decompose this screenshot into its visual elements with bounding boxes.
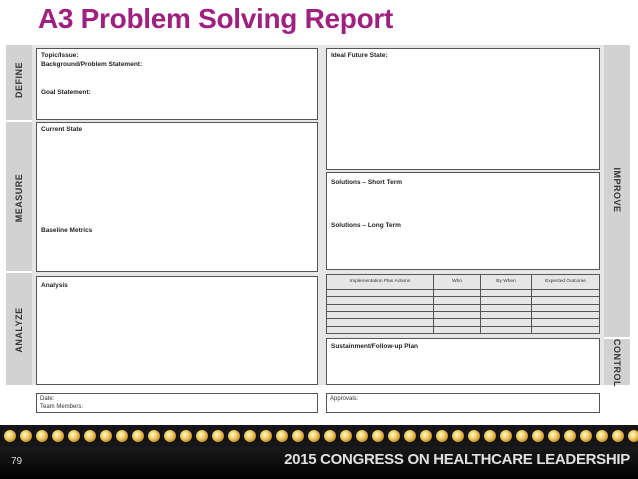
plan-header-by-when: By When	[481, 275, 532, 290]
marquee-bulb	[628, 430, 638, 442]
marquee-bulb	[420, 430, 432, 442]
marquee-bulb	[276, 430, 288, 442]
plan-header-actions: Implementation Plan Actions	[327, 275, 434, 290]
marquee-bulb	[500, 430, 512, 442]
band-measure: MEASURE	[14, 173, 24, 223]
team-members-label: Team Members:	[40, 404, 84, 410]
page-title: A3 Problem Solving Report	[38, 3, 393, 34]
baseline-metrics-label: Baseline Metrics	[41, 227, 93, 234]
implementation-plan-table[interactable]	[326, 274, 600, 334]
sustainment-label: Sustainment/Follow-up Plan	[331, 343, 419, 350]
a3-report-form	[6, 45, 630, 389]
marquee-bulb	[596, 430, 608, 442]
marquee-bulb	[244, 430, 256, 442]
marquee-bulb	[324, 430, 336, 442]
marquee-bulb	[580, 430, 592, 442]
plan-header-who: Who	[434, 275, 481, 290]
event-title: 2015 CONGRESS ON HEALTHCARE LEADERSHIP	[284, 451, 630, 468]
marquee-bulb	[436, 430, 448, 442]
marquee-bulb	[484, 430, 496, 442]
marquee-bulb	[132, 430, 144, 442]
marquee-bulb	[52, 430, 64, 442]
marquee-bulb	[116, 430, 128, 442]
marquee-bulb	[68, 430, 80, 442]
solutions-long-label: Solutions – Long Term	[331, 222, 401, 229]
current-state-label: Current State	[41, 126, 83, 133]
background-label: Background/Problem Statement:	[41, 61, 143, 68]
marquee-bulb	[84, 430, 96, 442]
marquee-bulb	[516, 430, 528, 442]
approvals-label: Approvals:	[330, 396, 359, 402]
band-improve: IMPROVE	[612, 167, 622, 213]
marquee-bulb	[228, 430, 240, 442]
marquee-bulb	[4, 430, 16, 442]
current-state-box[interactable]	[36, 122, 318, 272]
marquee-bulb	[292, 430, 304, 442]
marquee-bulb	[212, 430, 224, 442]
marquee-bulb	[308, 430, 320, 442]
marquee-bulb	[468, 430, 480, 442]
marquee-bulb	[532, 430, 544, 442]
marquee-bulb	[148, 430, 160, 442]
page-number: 79	[11, 456, 23, 467]
define-box[interactable]	[36, 48, 318, 120]
marquee-bulb	[388, 430, 400, 442]
marquee-bulb	[372, 430, 384, 442]
marquee-bulb	[356, 430, 368, 442]
plan-header-outcome: Expected Outcome	[532, 275, 600, 290]
ideal-future-state-label: Ideal Future State:	[331, 52, 388, 59]
solutions-box[interactable]	[326, 172, 600, 270]
band-analyze: ANALYZE	[14, 307, 24, 353]
marquee-bulb	[340, 430, 352, 442]
date-team-box[interactable]	[36, 393, 318, 413]
marquee-bulb	[100, 430, 112, 442]
sustainment-box[interactable]	[326, 338, 600, 385]
marquee-bulb	[164, 430, 176, 442]
approvals-box[interactable]	[326, 393, 600, 413]
ideal-future-state-box[interactable]	[326, 48, 600, 170]
goal-label: Goal Statement:	[41, 89, 91, 96]
marquee-bulb	[404, 430, 416, 442]
band-control: CONTROL	[612, 339, 622, 387]
marquee-bulb	[612, 430, 624, 442]
analysis-box[interactable]	[36, 276, 318, 385]
marquee-bulb	[36, 430, 48, 442]
marquee-lights-strip	[0, 425, 638, 447]
marquee-bulb	[196, 430, 208, 442]
solutions-short-label: Solutions – Short Term	[331, 179, 403, 186]
marquee-bulb	[548, 430, 560, 442]
topic-label: Topic/Issue:	[41, 52, 79, 59]
date-label: Date:	[40, 396, 55, 402]
marquee-bulb	[452, 430, 464, 442]
marquee-bulb	[564, 430, 576, 442]
band-define: DEFINE	[14, 62, 24, 99]
marquee-bulb	[20, 430, 32, 442]
marquee-bulb	[180, 430, 192, 442]
analysis-label: Analysis	[41, 282, 68, 289]
marquee-bulb	[260, 430, 272, 442]
